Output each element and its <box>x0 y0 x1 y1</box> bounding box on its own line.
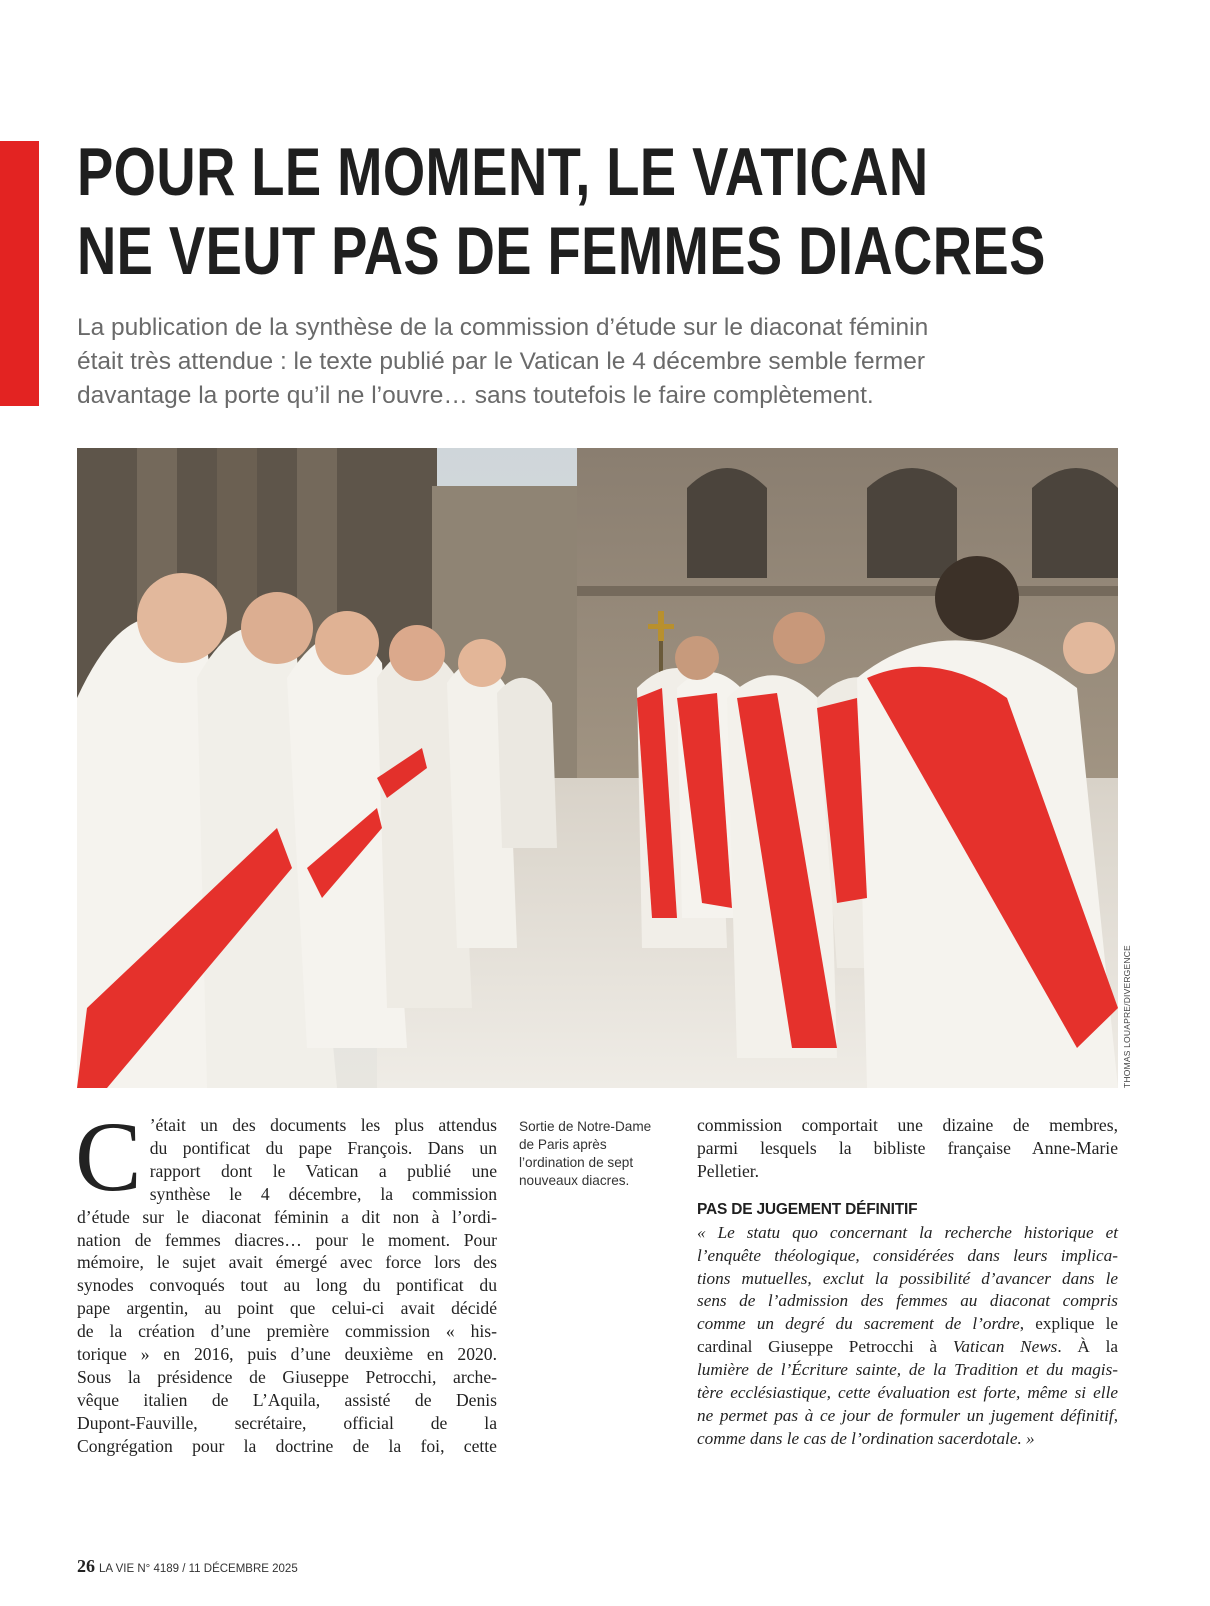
caption-line: nouveaux diacres. <box>519 1173 630 1188</box>
body-line: commission comportait une dizaine de membres, <box>697 1115 1118 1135</box>
page-title <box>77 133 1046 291</box>
quote-line <box>697 1245 1118 1268</box>
standfirst-line: était très attendue : le texte publié par le Vatican le 4 décembre semble fermer <box>77 348 925 375</box>
headline-line-2: NE VEUT PAS DE FEMMES DIACRES <box>77 213 1046 289</box>
accent-bar <box>0 141 39 406</box>
quote-line <box>697 1222 1118 1245</box>
quote-line <box>697 1428 1118 1451</box>
caption-line: Sortie de Notre-Dame <box>519 1119 652 1134</box>
photo-credit: THOMAS LOUAPRE/DIVERGENCE <box>1122 945 1132 1088</box>
section-subhead: PAS DE JUGEMENT DÉFINITIF <box>697 1200 918 1218</box>
quote-text: lumière de l’Écriture sainte, de la Tradition et du magis- <box>697 1360 1118 1380</box>
quote-line <box>697 1336 1118 1359</box>
body-line: vêque italien de L’Aquila, assisté de Denis <box>77 1389 497 1410</box>
quote-line <box>697 1359 1118 1382</box>
page-footer <box>77 1556 298 1579</box>
body-line: d’étude sur le diaconat féminin a dit non à l’ordi- <box>77 1206 497 1227</box>
body-text: cardinal Giuseppe Petrocchi à <box>697 1337 953 1357</box>
quote-line <box>697 1290 1118 1313</box>
quote-text: « Le statu quo concernant la recherche historique et <box>697 1222 1118 1242</box>
body-line: nation de femmes diacres… pour le moment. Pour <box>77 1229 497 1250</box>
quote-text: tère ecclésiastique, cette évaluation est forte, même si elle <box>697 1383 1118 1403</box>
body-line: synthèse le 4 décembre, la commission <box>149 1183 497 1204</box>
body-line: de la création d’une première commission « his- <box>77 1321 497 1342</box>
body-text: , explique le <box>1019 1314 1119 1334</box>
standfirst-line: La publication de la synthèse de la commission d’étude sur le diaconat féminin <box>77 314 929 341</box>
page-number: 26 <box>77 1556 95 1576</box>
caption-line: l’ordination de sept <box>519 1155 634 1170</box>
quote-text: sens de l’admission des femmes au diaconat compris <box>697 1291 1118 1311</box>
article-column-left <box>75 1101 497 1458</box>
quote-line <box>697 1382 1118 1405</box>
quote-line <box>697 1405 1118 1428</box>
quote-text: comme dans le cas de l’ordination sacerdotale. » <box>697 1428 1035 1448</box>
article-photo <box>77 448 1118 1088</box>
body-line: Sous la présidence de Giuseppe Petrocchi, arche- <box>77 1366 497 1387</box>
gothic-windows <box>687 468 1118 578</box>
body-line: pape argentin, au point que celui-ci avait décidé <box>77 1298 497 1319</box>
article-column-right <box>697 1114 1118 1451</box>
body-line: synodes convoqués tout au long du pontificat du <box>77 1275 497 1296</box>
dropcap: C <box>75 1101 142 1212</box>
caption-line: de Paris après <box>519 1137 607 1152</box>
quote-line <box>697 1268 1118 1291</box>
body-line: Dupont-Fauville, secrétaire, official de la <box>77 1412 497 1433</box>
body-line: mémoire, le sujet avait émergé avec force lors des <box>77 1252 497 1273</box>
body-line: ’était un des documents les plus attendus <box>149 1115 497 1135</box>
issue-info: LA VIE N° 4189 / 11 DÉCEMBRE 2025 <box>99 1563 298 1575</box>
publication-name: Vatican News <box>952 1337 1058 1357</box>
photo-illustration <box>77 448 1118 1088</box>
standfirst <box>77 311 1087 413</box>
body-line: Pelletier. <box>697 1160 760 1181</box>
quote-block <box>697 1222 1118 1451</box>
body-line: du pontificat du pape François. Dans un <box>149 1137 497 1158</box>
photo-caption <box>519 1118 679 1190</box>
headline-line-1: POUR LE MOMENT, LE VATICAN <box>77 134 929 210</box>
body-text: . À la <box>1057 1337 1118 1357</box>
body-line: parmi lesquels la bibliste française Anne-Marie <box>697 1137 1118 1158</box>
quote-text: l’enquête théologique, considérées dans leurs implica- <box>697 1245 1118 1265</box>
standfirst-line: davantage la porte qu’il ne l’ouvre… sans toutefois le faire complètement. <box>77 382 874 409</box>
quote-text: comme un degré du sacrement de l’ordre <box>697 1314 1020 1334</box>
quote-text: ne permet pas à ce jour de formuler un jugement définitif, <box>697 1405 1118 1425</box>
quote-text: tions mutuelles, exclut la possibilité d’avancer dans le <box>697 1268 1118 1288</box>
body-line: Congrégation pour la doctrine de la foi, cette <box>77 1435 497 1456</box>
quote-line <box>697 1313 1118 1336</box>
body-line: rapport dont le Vatican a publié une <box>149 1160 497 1181</box>
body-line: torique » en 2016, puis d’une deuxième en 2020. <box>77 1344 497 1365</box>
